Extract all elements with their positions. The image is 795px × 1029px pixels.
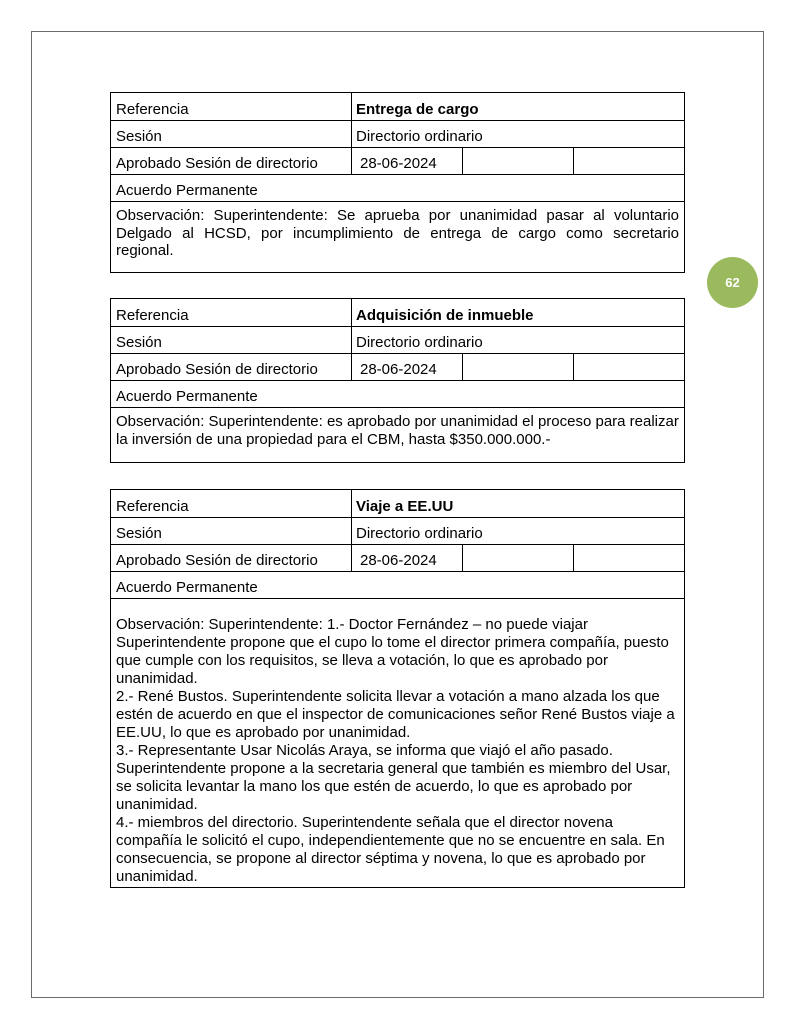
reference-label: Referencia xyxy=(111,490,352,517)
observation-text xyxy=(111,202,684,272)
empty-cell xyxy=(574,148,684,174)
session-label: Sesión xyxy=(111,327,352,353)
reference-label: Referencia xyxy=(111,299,352,326)
record-table xyxy=(110,489,685,888)
approved-date: 28-06-2024 xyxy=(352,545,463,571)
observation-text xyxy=(111,408,684,462)
observation-paragraph: Observación: Superintendente: Se aprueba por unanimidad pasar al voluntario Delgado al HCSD, por incumplimiento de entrega de cargo como secretario regional. xyxy=(116,207,679,259)
approved-label: Aprobado Sesión de directorio xyxy=(111,545,352,571)
approved-label: Aprobado Sesión de directorio xyxy=(111,148,352,174)
observation-paragraph: Observación: Superintendente: es aprobado por unanimidad el proceso para realizar la inversión de una propiedad para el CBM, hasta $350.000.000.- xyxy=(116,413,679,448)
approved-label: Aprobado Sesión de directorio xyxy=(111,354,352,380)
approved-date: 28-06-2024 xyxy=(352,354,463,380)
observation-paragraph: 4.- miembros del directorio. Superintendente señala que el director novena compañía le solicitó el cupo, independientemente que no se encuentre en sala. En consecuencia, se propone al director séptima y novena, lo que es aprobado por unanimidad. xyxy=(116,814,665,885)
session-value: Directorio ordinario xyxy=(356,334,483,351)
observation-paragraph: 2.- René Bustos. Superintendente solicita llevar a votación a mano alzada los que estén de acuerdo en que el inspector de comunicaciones señor René Bustos viaje a EE.UU, lo que es aprobado por unanimidad. xyxy=(116,688,675,741)
agreement-type: Acuerdo Permanente xyxy=(116,579,258,596)
empty-cell xyxy=(574,545,684,571)
session-value: Directorio ordinario xyxy=(356,525,483,542)
agreement-type: Acuerdo Permanente xyxy=(116,388,258,405)
empty-cell xyxy=(463,545,574,571)
page-number-badge: 62 xyxy=(707,257,758,308)
agreement-type: Acuerdo Permanente xyxy=(116,182,258,199)
reference-value: Viaje a EE.UU xyxy=(356,498,454,515)
reference-label: Referencia xyxy=(111,93,352,120)
observation-text xyxy=(111,599,684,887)
reference-value: Entrega de cargo xyxy=(356,101,479,118)
session-label: Sesión xyxy=(111,518,352,544)
empty-cell xyxy=(463,354,574,380)
approved-date: 28-06-2024 xyxy=(352,148,463,174)
session-value: Directorio ordinario xyxy=(356,128,483,145)
empty-cell xyxy=(463,148,574,174)
observation-paragraph: Superintendente propone que el cupo lo tome el director primera compañía, puesto que cumple con los requisitos, se lleva a votación, lo que es aprobado por unanimidad. xyxy=(116,634,669,687)
empty-cell xyxy=(574,354,684,380)
session-label: Sesión xyxy=(111,121,352,147)
observation-paragraph: Observación: Superintendente: 1.- Doctor Fernández – no puede viajar xyxy=(116,616,588,633)
record-table xyxy=(110,92,685,273)
record-table xyxy=(110,298,685,463)
reference-value: Adquisición de inmueble xyxy=(356,307,534,324)
observation-paragraph: 3.- Representante Usar Nicolás Araya, se informa que viajó el año pasado. Superintendente propone a la secretaria general que también es miembro del Usar, se solicita levantar la mano los que estén de acuerdo, lo que es aprobado por unanimidad. xyxy=(116,742,671,813)
